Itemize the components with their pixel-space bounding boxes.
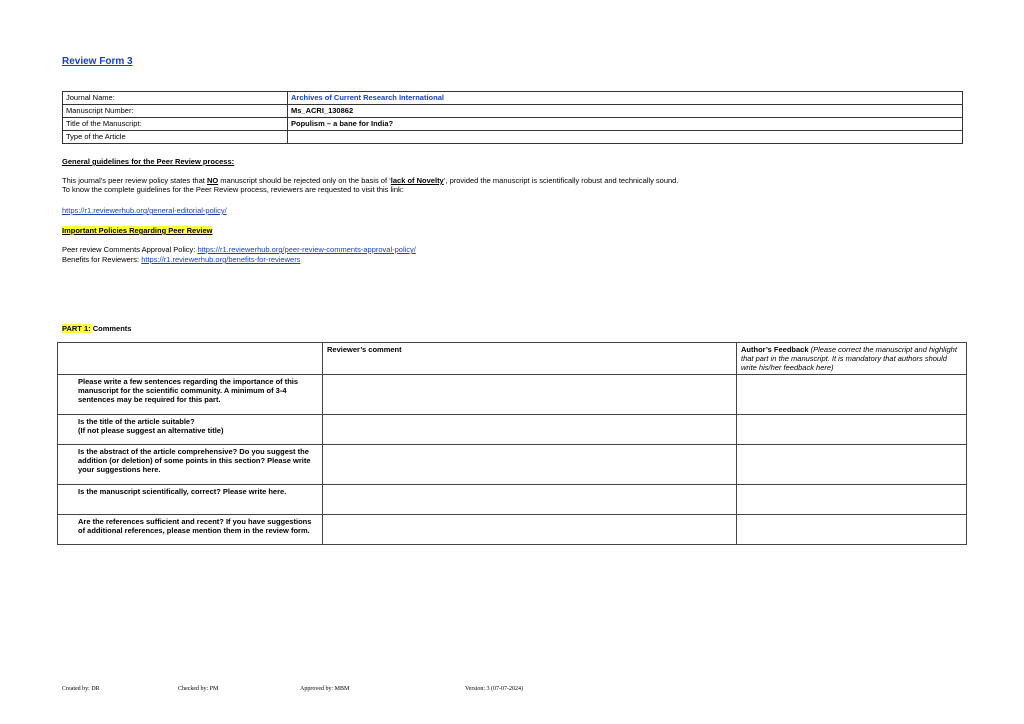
manuscript-info-table [62, 91, 963, 144]
author-feedback-cell[interactable] [737, 485, 967, 515]
question-scientific: Is the manuscript scientifically, correct? Please write here. [58, 485, 323, 515]
manuscript-title-value: Populism – a bane for India? [288, 118, 963, 131]
manuscript-number-value: Ms_ACRI_130862 [288, 105, 963, 118]
guidelines-text-part: This journal’s peer review policy states that [62, 176, 207, 185]
benefits-line [62, 255, 300, 264]
table-row [58, 415, 967, 445]
approval-policy-line [62, 245, 416, 254]
table-row [58, 445, 967, 485]
author-feedback-cell[interactable] [737, 375, 967, 415]
author-feedback-cell[interactable] [737, 415, 967, 445]
guidelines-heading: General guidelines for the Peer Review process: [62, 157, 235, 166]
table-row [63, 131, 963, 144]
editorial-policy-link[interactable]: https://r1.reviewerhub.org/general-editorial-policy/ [62, 206, 227, 215]
author-feedback-header [737, 343, 967, 375]
table-row [58, 375, 967, 415]
no-emphasis: NO [206, 176, 219, 185]
manuscript-number-label: Manuscript Number: [63, 105, 288, 118]
reviewer-comment-cell[interactable] [323, 375, 737, 415]
novelty-emphasis: lack of Novelty [390, 176, 444, 185]
footer-version: Version: 3 (07-07-2024) [465, 686, 523, 692]
table-row [58, 515, 967, 545]
guidelines-paragraph [62, 176, 982, 194]
author-feedback-cell[interactable] [737, 515, 967, 545]
footer-checked-by: Checked by: PM [178, 686, 219, 692]
question-importance: Please write a few sentences regarding the importance of this manuscript for the scientific community. A minimum of 3-4 sentences may be required for this part. [58, 375, 323, 415]
table-header-row [58, 343, 967, 375]
form-title: Review Form 3 [62, 56, 133, 67]
benefits-link[interactable]: https://r1.reviewerhub.org/benefits-for-reviewers [141, 255, 301, 264]
author-feedback-cell[interactable] [737, 445, 967, 485]
author-feedback-note: (Please correct the manuscript and highlight that part in the manuscript. It is mandatory that authors should write his/her feedback here) [741, 345, 957, 372]
footer-approved-by: Approved by: MBM [300, 686, 350, 692]
table-row [63, 105, 963, 118]
article-type-label: Type of the Article [63, 131, 288, 144]
benefits-label: Benefits for Reviewers: [62, 255, 142, 264]
guidelines-link-intro: To know the complete guidelines for the Peer Review process, reviewers are requested to visit this link: [62, 185, 404, 194]
approval-policy-label: Peer review Comments Approval Policy: [62, 245, 198, 254]
table-row [58, 485, 967, 515]
reviewer-comment-header: Reviewer’s comment [323, 343, 737, 375]
article-type-value [288, 131, 963, 144]
manuscript-title-label: Title of the Manuscript: [63, 118, 288, 131]
footer-created-by: Created by: DR [62, 686, 100, 692]
policies-heading: Important Policies Regarding Peer Review [62, 226, 213, 235]
table-row [63, 118, 963, 131]
reviewer-comment-cell[interactable] [323, 485, 737, 515]
reviewer-comment-cell[interactable] [323, 515, 737, 545]
journal-name-label: Journal Name: [63, 92, 288, 105]
approval-policy-link[interactable]: https://r1.reviewerhub.org/peer-review-comments-approval-policy/ [197, 245, 416, 254]
guidelines-text-part: ’, provided the manuscript is scientifically robust and technically sound. [443, 176, 679, 185]
blank-header-cell [58, 343, 323, 375]
reviewer-comment-cell[interactable] [323, 445, 737, 485]
table-row [63, 92, 963, 105]
part1-label: PART 1: [62, 324, 91, 333]
comments-table [57, 342, 967, 545]
part1-heading [62, 324, 131, 333]
reviewer-comment-cell[interactable] [323, 415, 737, 445]
question-abstract: Is the abstract of the article comprehensive? Do you suggest the addition (or deletion) of some points in this section? Please write your suggestions here. [58, 445, 323, 485]
question-references: Are the references sufficient and recent? If you have suggestions of additional references, please mention them in the review form. [58, 515, 323, 545]
journal-name-value: Archives of Current Research International [288, 92, 963, 105]
part1-title: Comments [90, 324, 132, 333]
question-title: Is the title of the article suitable? (If not please suggest an alternative title) [58, 415, 323, 445]
guidelines-text-part: manuscript should be rejected only on the basis of ‘ [218, 176, 391, 185]
author-feedback-title: Author’s Feedback [741, 345, 809, 354]
